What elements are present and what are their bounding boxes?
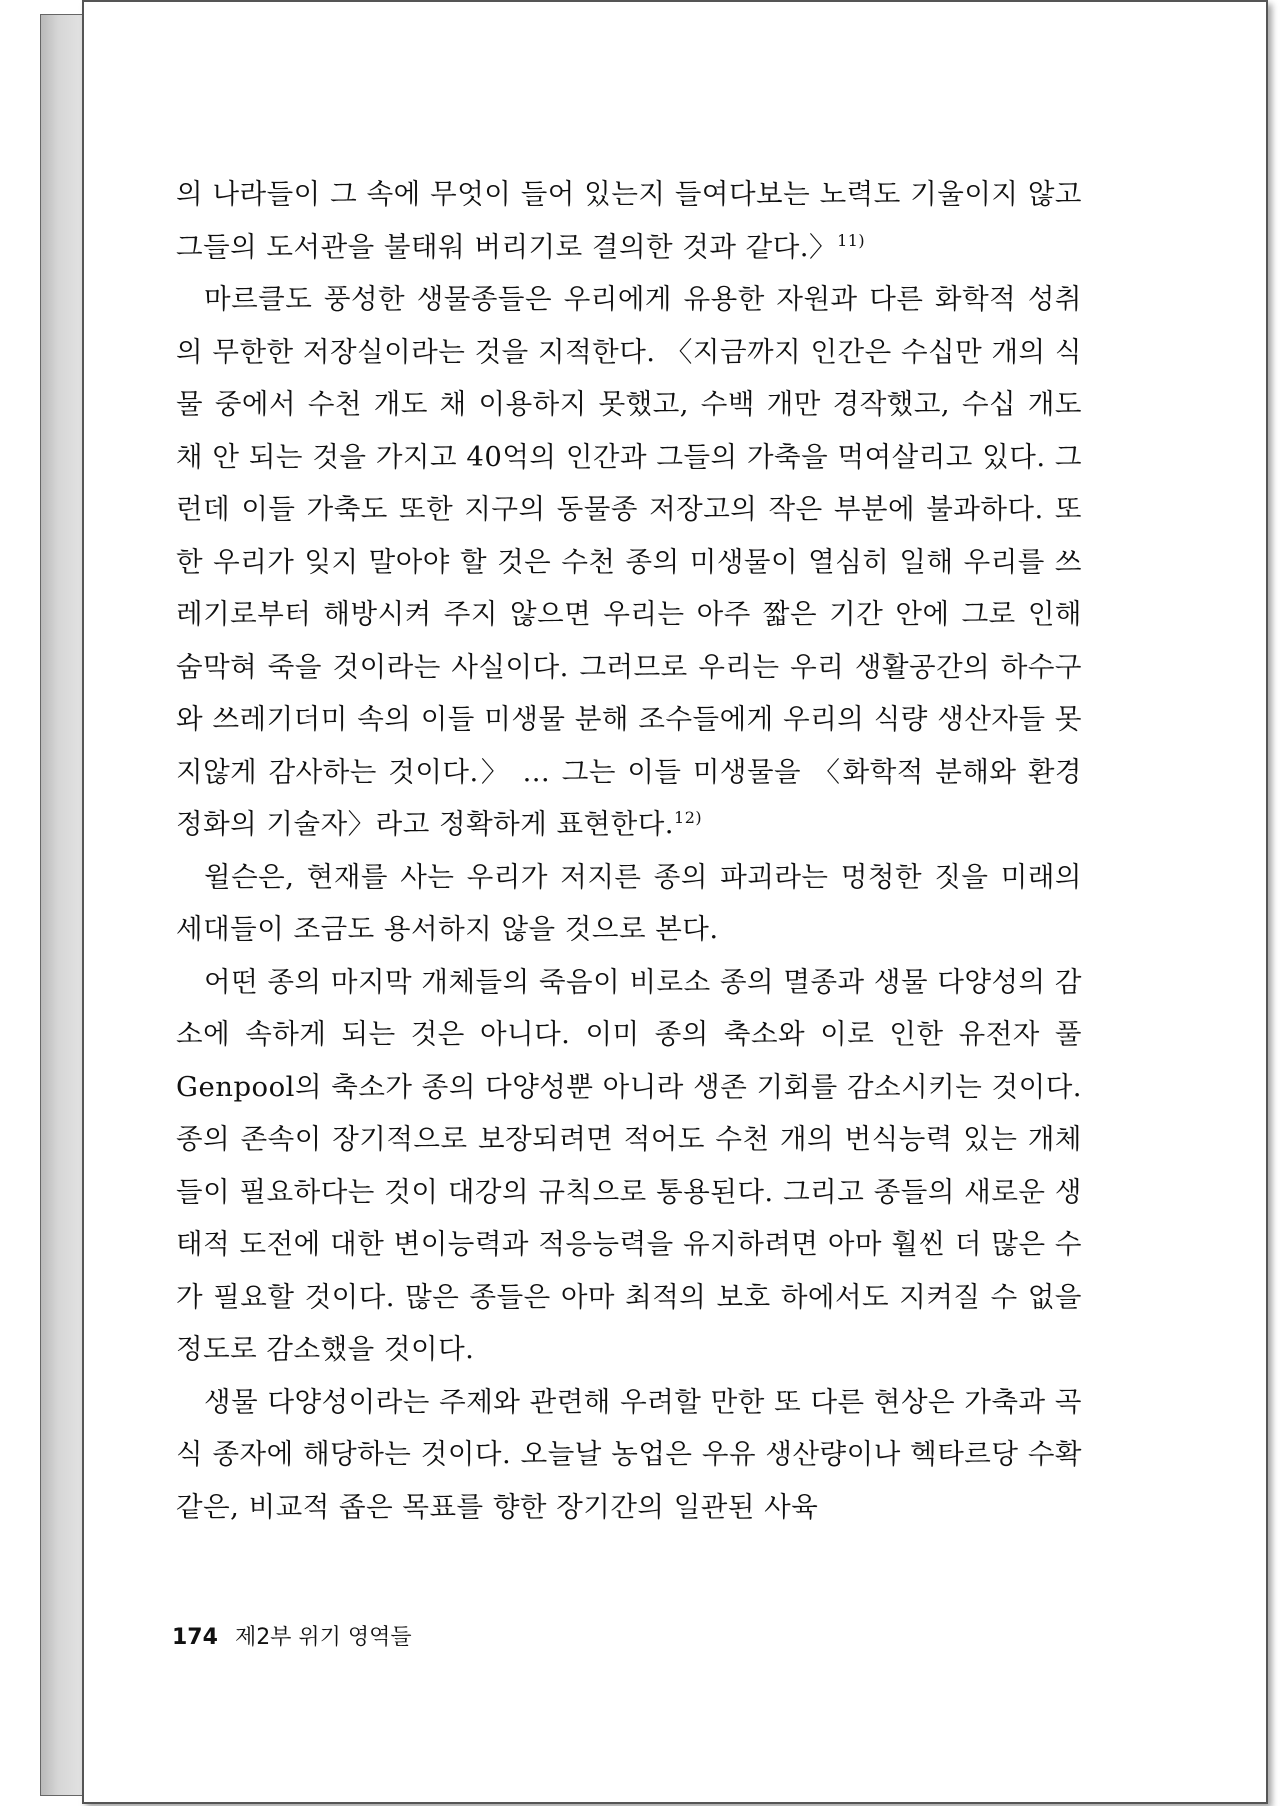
paragraph-5 (176, 1376, 1082, 1534)
paragraph-2 (176, 273, 1082, 851)
book-spine (40, 14, 84, 1796)
page-number: 174 (172, 1625, 218, 1650)
running-title: 제2부 위기 영역들 (234, 1625, 412, 1650)
paragraph-3 (176, 851, 1082, 956)
body-text (176, 168, 1082, 1533)
paragraph-4-text: 어떤 종의 마지막 개체들의 죽음이 비로소 종의 멸종과 생물 다양성의 감소에 속하게 되는 것은 아니다. 이미 종의 축소와 이로 인한 유전자 풀 Genpool의 축소가 종의 다양성뿐 아니라 생존 기회를 감소시키는 것이다. 종의 존속이 장기적으로 보장되려면 적어도 수천 개의 번식능력 있는 개체들이 필요하다는 것이 대강의 규칙으로 통용된다. 그리고 종들의 새로운 생태적 도전에 대한 변이능력과 적응능력을 유지하려면 아마 훨씬 더 많은 수가 필요할 것이다. 많은 종들은 아마 최적의 보호 하에서도 지켜질 수 없을 정도로 감소했을 것이다. (176, 965, 1082, 1365)
paragraph-3-text: 윌슨은, 현재를 사는 우리가 저지른 종의 파괴라는 멍청한 짓을 미래의 세대들이 조금도 용서하지 않을 것으로 본다. (176, 860, 1082, 945)
paragraph-5-text: 생물 다양성이라는 주제와 관련해 우려할 만한 또 다른 현상은 가축과 곡식 종자에 해당하는 것이다. 오늘날 농업은 우유 생산량이나 헥타르당 수확 같은, 비교적 좁은 목표를 향한 장기간의 일관된 사육 (176, 1385, 1082, 1523)
paragraph-4 (176, 956, 1082, 1376)
paragraph-1-text: 의 나라들이 그 속에 무엇이 들어 있는지 들여다보는 노력도 기울이지 않고 그들의 도서관을 불태워 버리기로 결의한 것과 같다.〉 (176, 178, 1082, 263)
paragraph-1 (176, 168, 1082, 273)
paragraph-2-text: 마르클도 풍성한 생물종들은 우리에게 유용한 자원과 다른 화학적 성취의 무한한 저장실이라는 것을 지적한다. 〈지금까지 인간은 수십만 개의 식물 중에서 수천 개도 채 이용하지 못했고, 수백 개만 경작했고, 수십 개도 채 안 되는 것을 가지고 40억의 인간과 그들의 가축을 먹여살리고 있다. 그런데 이들 가축도 또한 지구의 동물종 저장고의 작은 부분에 불과하다. 또한 우리가 잊지 말아야 할 것은 수천 종의 미생물이 열심히 일해 우리를 쓰레기로부터 해방시켜 주지 않으면 우리는 아주 짧은 기간 안에 그로 인해 숨막혀 죽을 것이라는 사실이다. 그러므로 우리는 우리 생활공간의 하수구와 쓰레기더미 속의 이들 미생물 분해 조수들에게 우리의 식량 생산자들 못지않게 감사하는 것이다.〉 … 그는 이들 미생물을 〈화학적 분해와 환경정화의 기술자〉라고 정확하게 표현한다. (176, 283, 1082, 840)
footnote-marker-12: 12) (674, 807, 703, 827)
footnote-marker-11: 11) (837, 230, 866, 250)
page-footer (172, 1620, 412, 1651)
